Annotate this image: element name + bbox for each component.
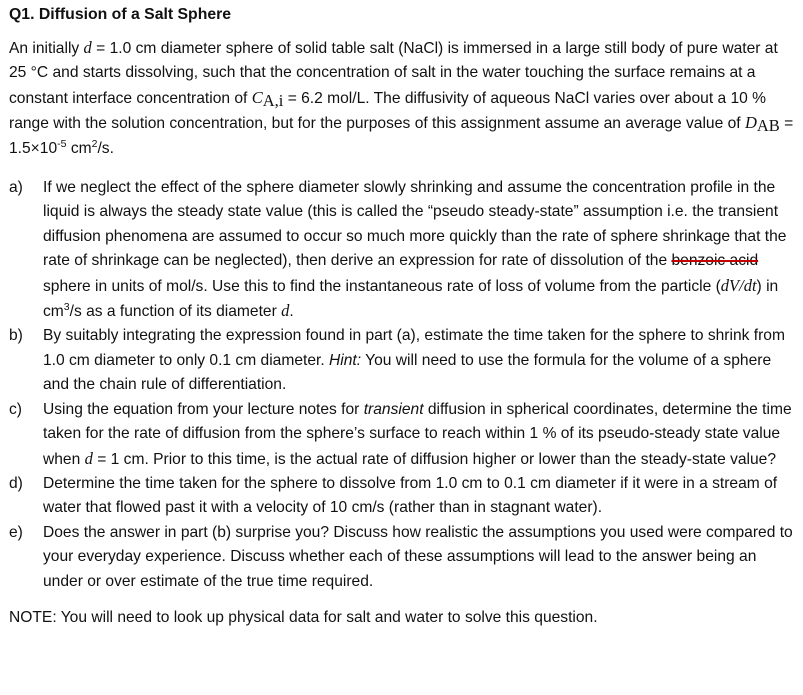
question-d — [9, 472, 795, 521]
note-text: NOTE: You will need to look up physical data for salt and water to solve this question. — [9, 608, 598, 626]
intro-text-3: = 6.2 mol/L. The diffusivity of aqueous NaCl varies over about a 10 % range with the solution concentration, but for the purposes of this assignment assume an average value of — [9, 89, 767, 133]
struck-text: benzoic acid — [671, 252, 759, 270]
document-page — [0, 4, 795, 695]
question-c — [9, 398, 795, 472]
question-e — [9, 521, 795, 594]
intro-text-5: cm — [66, 139, 92, 157]
intro-text-4: = 1.5×10 — [9, 115, 794, 157]
question-a-text-4: /s as a function of its diameter — [69, 303, 282, 321]
diffusivity-symbol: D — [744, 113, 757, 133]
question-a-marker: a) — [9, 179, 23, 197]
volume-exponent: 3 — [63, 301, 70, 314]
intro-text-6: /s. — [97, 139, 114, 157]
hint-label: Hint: — [329, 351, 362, 369]
question-a-text-5: . — [289, 303, 294, 321]
question-a-text-1: If we neglect the effect of the sphere diameter slowly shrinking and assume the concentration profile in the liquid is always the steady state value (this is called the “pseudo steady-state” assumption i.e. the transient diffusion phenomena are assumed to occur so much more quickly than the rate of sphere shrinkage that the rate of shrinkage can be neglected), then derive an expression for rate of dissolution of the — [43, 179, 787, 270]
exponent: -5 — [57, 137, 67, 150]
question-b — [9, 324, 795, 397]
question-c-text-1: Using the equation from your lecture notes for — [43, 400, 364, 418]
question-title: Q1. Diffusion of a Salt Sphere — [9, 6, 232, 23]
interface-concentration-symbol: C — [251, 87, 263, 107]
dvdt-symbol: dV/dt — [720, 275, 757, 295]
question-c-marker: c) — [9, 400, 22, 418]
intro-text-1: An initially — [9, 40, 84, 57]
intro-text-2: = 1.0 cm diameter sphere of solid table salt (NaCl) is immersed in a large still body of pure water at 25 °C and starts dissolving, such that the concentration of salt in the water touching the surface remains at a constant interface concentration of — [9, 40, 778, 107]
question-b-text-1: By suitably integrating the expression found in part (a), estimate the time taken for the sphere to shrink from 1.0 cm diameter to only 0.1 cm diameter. — [43, 327, 785, 369]
diameter-symbol: d — [83, 38, 92, 57]
question-b-marker: b) — [9, 327, 23, 345]
question-a — [9, 176, 795, 324]
question-d-text: Determine the time taken for the sphere to dissolve from 1.0 cm to 0.1 cm diameter if it were in a stream of water that flowed past it with a velocity of 10 cm/s (rather than in stagnant water). — [43, 474, 778, 517]
intro-paragraph — [9, 36, 795, 161]
question-list — [9, 176, 795, 594]
diameter-symbol: d — [84, 448, 93, 468]
area-exponent: 2 — [91, 137, 98, 150]
interface-concentration-subscript: A,i — [262, 90, 284, 110]
question-a-text-2: sphere in units of mol/s. Use this to find the instantaneous rate of loss of volume from the particle ( — [43, 277, 721, 295]
question-d-marker: d) — [9, 474, 23, 492]
diameter-symbol: d — [281, 301, 290, 321]
question-e-text: Does the answer in part (b) surprise you? Discuss how realistic the assumptions you used were compared to your everyday experience. Discuss whether each of these assumptions will lead to the answer being an under or over estimate of the true time required. — [43, 523, 793, 590]
question-b-text-2: You will need to use the formula for the volume of a sphere and the chain rule of differentiation. — [43, 351, 772, 394]
question-e-marker: e) — [9, 523, 23, 541]
question-a-text-3: ) in cm — [43, 277, 779, 321]
question-c-text-2: diffusion in spherical coordinates, determine the time taken for the rate of diffusion from the sphere’s surface to reach within 1 % of its pseudo-steady state value when — [43, 400, 792, 468]
question-c-text-3: = 1 cm. Prior to this time, is the actual rate of diffusion higher or lower than the steady-state value? — [92, 450, 777, 468]
diffusivity-subscript: AB — [756, 116, 780, 136]
transient-emphasis: transient — [363, 400, 424, 418]
